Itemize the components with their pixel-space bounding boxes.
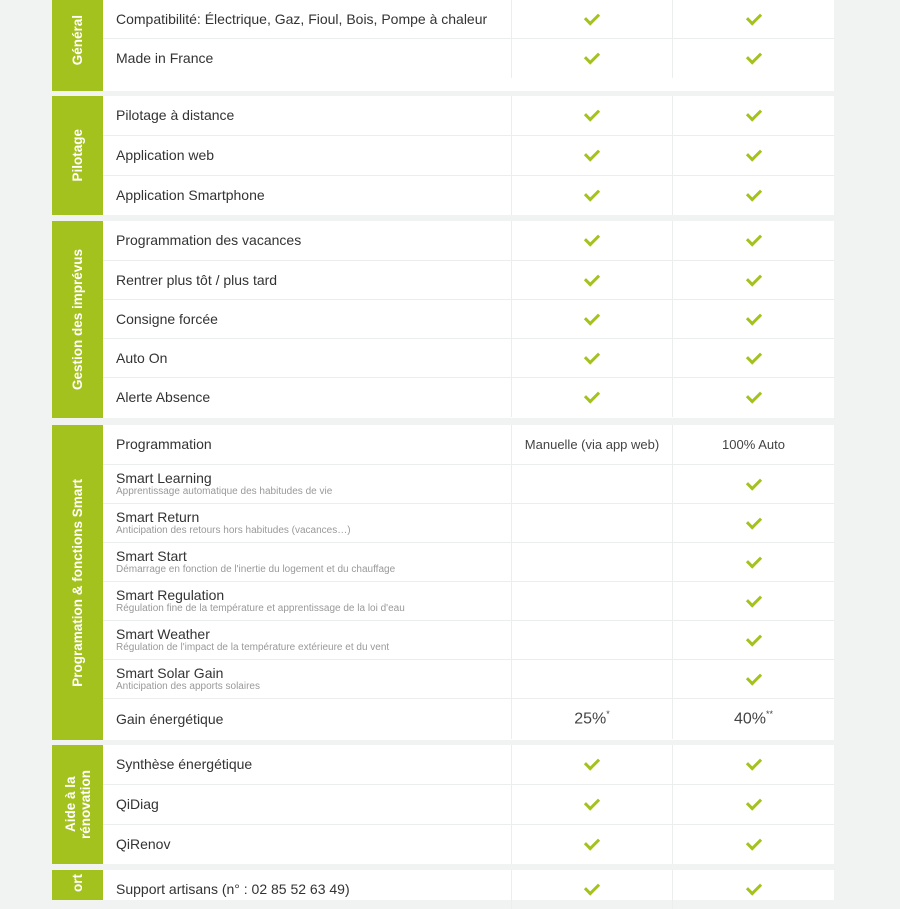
check-icon — [745, 105, 761, 121]
check-icon — [745, 794, 761, 810]
feature-label: Smart Weather — [116, 625, 210, 642]
feature-label: Gain énergétique — [116, 710, 224, 727]
check-icon — [584, 309, 600, 325]
check-icon — [745, 309, 761, 325]
section-general — [52, 0, 834, 91]
table-row — [103, 621, 834, 660]
check-icon — [745, 185, 761, 201]
table-row — [103, 96, 834, 136]
table-row — [103, 339, 834, 378]
section-label: Aide à la rénovation — [52, 745, 103, 864]
feature-description: Régulation de l'impact de la température extérieure et du vent — [116, 641, 390, 653]
section-gestion-imprevus — [52, 221, 834, 418]
table-row — [103, 465, 834, 504]
check-icon — [584, 9, 600, 25]
feature-label: Smart Solar Gain — [116, 664, 224, 681]
feature-description: Démarrage en fonction de l'inertie du logement et du chauffage — [116, 563, 396, 575]
section-support — [52, 870, 834, 900]
section-pilotage — [52, 96, 834, 215]
feature-label: QiDiag — [116, 796, 159, 812]
check-icon — [745, 387, 761, 403]
check-icon — [584, 387, 600, 403]
feature-label: QiRenov — [116, 836, 171, 852]
table-row — [103, 543, 834, 582]
check-icon — [584, 230, 600, 246]
section-label: Pilotage — [52, 96, 103, 215]
feature-label: Application Smartphone — [116, 187, 265, 203]
table-row — [103, 699, 834, 739]
feature-label: Application web — [116, 147, 215, 163]
table-row — [103, 300, 834, 339]
feature-description: Anticipation des apports solaires — [116, 680, 260, 692]
check-icon — [584, 185, 600, 201]
check-icon — [584, 754, 600, 770]
check-icon — [745, 552, 761, 568]
section-label: Général — [52, 0, 103, 91]
check-icon — [584, 348, 600, 364]
feature-label: Smart Learning — [116, 469, 212, 486]
value-text: 100% Auto — [672, 425, 834, 464]
check-icon — [584, 794, 600, 810]
feature-label: Smart Regulation — [116, 586, 225, 603]
table-row — [103, 136, 834, 176]
table-row — [103, 785, 834, 825]
section-aide-renovation — [52, 745, 834, 864]
feature-label: Rentrer plus tôt / plus tard — [116, 271, 278, 288]
feature-label: Alerte Absence — [116, 389, 211, 405]
check-icon — [584, 145, 600, 161]
check-icon — [584, 48, 600, 64]
feature-label: Smart Start — [116, 547, 187, 564]
gain-value: 25%* — [574, 709, 610, 728]
check-icon — [745, 270, 761, 286]
check-icon — [584, 834, 600, 850]
table-row — [103, 176, 834, 215]
table-row — [103, 870, 834, 909]
check-icon — [745, 879, 761, 895]
check-icon — [745, 348, 761, 364]
feature-label: Auto On — [116, 349, 168, 366]
feature-label: Programmation des vacances — [116, 232, 302, 248]
check-icon — [584, 105, 600, 121]
feature-description: Anticipation des retours hors habitudes (vacances…) — [116, 524, 351, 536]
feature-label: Pilotage à distance — [116, 107, 235, 123]
table-row — [103, 378, 834, 417]
feature-label: Made in France — [116, 50, 214, 66]
table-row — [103, 425, 834, 465]
feature-label: Compatibilité: Électrique, Gaz, Fioul, Bois, Pompe à chaleur — [116, 10, 488, 27]
section-programmation-smart — [52, 425, 834, 740]
table-row — [103, 221, 834, 261]
feature-label: Consigne forcée — [116, 310, 218, 327]
table-row — [103, 582, 834, 621]
table-row — [103, 825, 834, 864]
feature-label: Support artisans (n° : 02 85 52 63 49) — [116, 881, 350, 897]
section-label: Programation & fonctions Smart — [52, 425, 103, 740]
table-row — [103, 39, 834, 78]
check-icon — [584, 270, 600, 286]
feature-label: Programmation — [116, 436, 212, 452]
check-icon — [745, 754, 761, 770]
check-icon — [745, 9, 761, 25]
check-icon — [745, 669, 761, 685]
gain-value: 40%** — [733, 709, 774, 728]
table-row — [103, 261, 834, 300]
check-icon — [745, 48, 761, 64]
feature-description: Régulation fine de la température et apprentissage de la loi d'eau — [116, 602, 405, 614]
value-text: Manuelle (via app web) — [511, 425, 672, 464]
table-row — [103, 504, 834, 543]
table-row — [103, 660, 834, 699]
check-icon — [745, 230, 761, 246]
section-label: ort — [52, 870, 103, 900]
check-icon — [745, 591, 761, 607]
check-icon — [745, 145, 761, 161]
feature-label: Smart Return — [116, 508, 200, 525]
check-icon — [745, 474, 761, 490]
table-row — [103, 0, 834, 39]
check-icon — [745, 513, 761, 529]
check-icon — [745, 630, 761, 646]
check-icon — [584, 879, 600, 895]
feature-description: Apprentissage automatique des habitudes de vie — [116, 485, 333, 497]
check-icon — [745, 834, 761, 850]
section-label: Gestion des imprévus — [52, 221, 103, 418]
feature-label: Synthèse énergétique — [116, 756, 253, 772]
table-row — [103, 745, 834, 785]
